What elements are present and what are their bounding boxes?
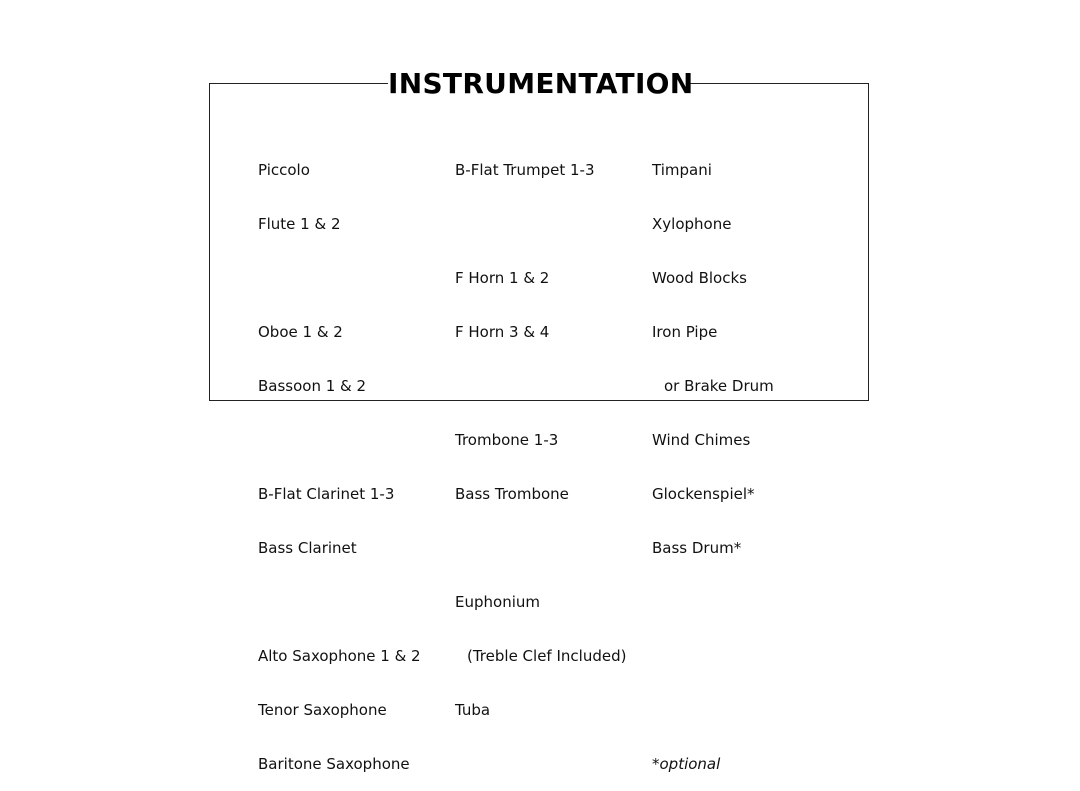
spacer <box>652 701 774 719</box>
spacer <box>455 539 626 557</box>
instrument-item: Wind Chimes <box>652 431 751 449</box>
page-title: INSTRUMENTATION <box>388 64 688 104</box>
instrument-item: Alto Saxophone 1 & 2 <box>258 647 421 665</box>
instrument-item: Bass Trombone <box>455 485 569 503</box>
instrument-item: Iron Pipe <box>652 323 718 341</box>
instrument-item: Tuba <box>455 701 491 719</box>
instrument-item: B-Flat Clarinet 1-3 <box>258 485 395 503</box>
instrument-item: B-Flat Trumpet 1-3 <box>455 161 595 179</box>
instrument-item: Flute 1 & 2 <box>258 215 341 233</box>
spacer <box>652 647 774 665</box>
instrument-item: Glockenspiel* <box>652 485 755 503</box>
instrument-item: Oboe 1 & 2 <box>258 323 343 341</box>
instrument-item: Timpani <box>652 161 712 179</box>
instrument-item: Bass Clarinet <box>258 539 357 557</box>
percussion-column <box>652 125 774 791</box>
spacer <box>258 431 421 449</box>
instrument-item: Wood Blocks <box>652 269 747 287</box>
instrument-item: Euphonium <box>455 593 540 611</box>
spacer <box>455 377 626 395</box>
instrument-item: Xylophone <box>652 215 732 233</box>
instrument-item: F Horn 1 & 2 <box>455 269 550 287</box>
instrument-item: Trombone 1-3 <box>455 431 559 449</box>
instrument-item: Bass Drum* <box>652 539 742 557</box>
spacer <box>258 269 421 287</box>
instrument-item: Bassoon 1 & 2 <box>258 377 367 395</box>
woodwinds-column <box>258 125 421 791</box>
instrument-note: (Treble Clef Included) <box>467 647 627 665</box>
instrument-item: Baritone Saxophone <box>258 755 410 773</box>
spacer <box>652 593 774 611</box>
brass-column <box>455 125 626 737</box>
spacer <box>258 593 421 611</box>
optional-note: *optional <box>652 755 721 773</box>
instrument-item: Piccolo <box>258 161 310 179</box>
spacer <box>455 215 626 233</box>
instrument-item: Tenor Saxophone <box>258 701 387 719</box>
instrument-item: F Horn 3 & 4 <box>455 323 550 341</box>
instrument-alternative: or Brake Drum <box>664 377 774 395</box>
